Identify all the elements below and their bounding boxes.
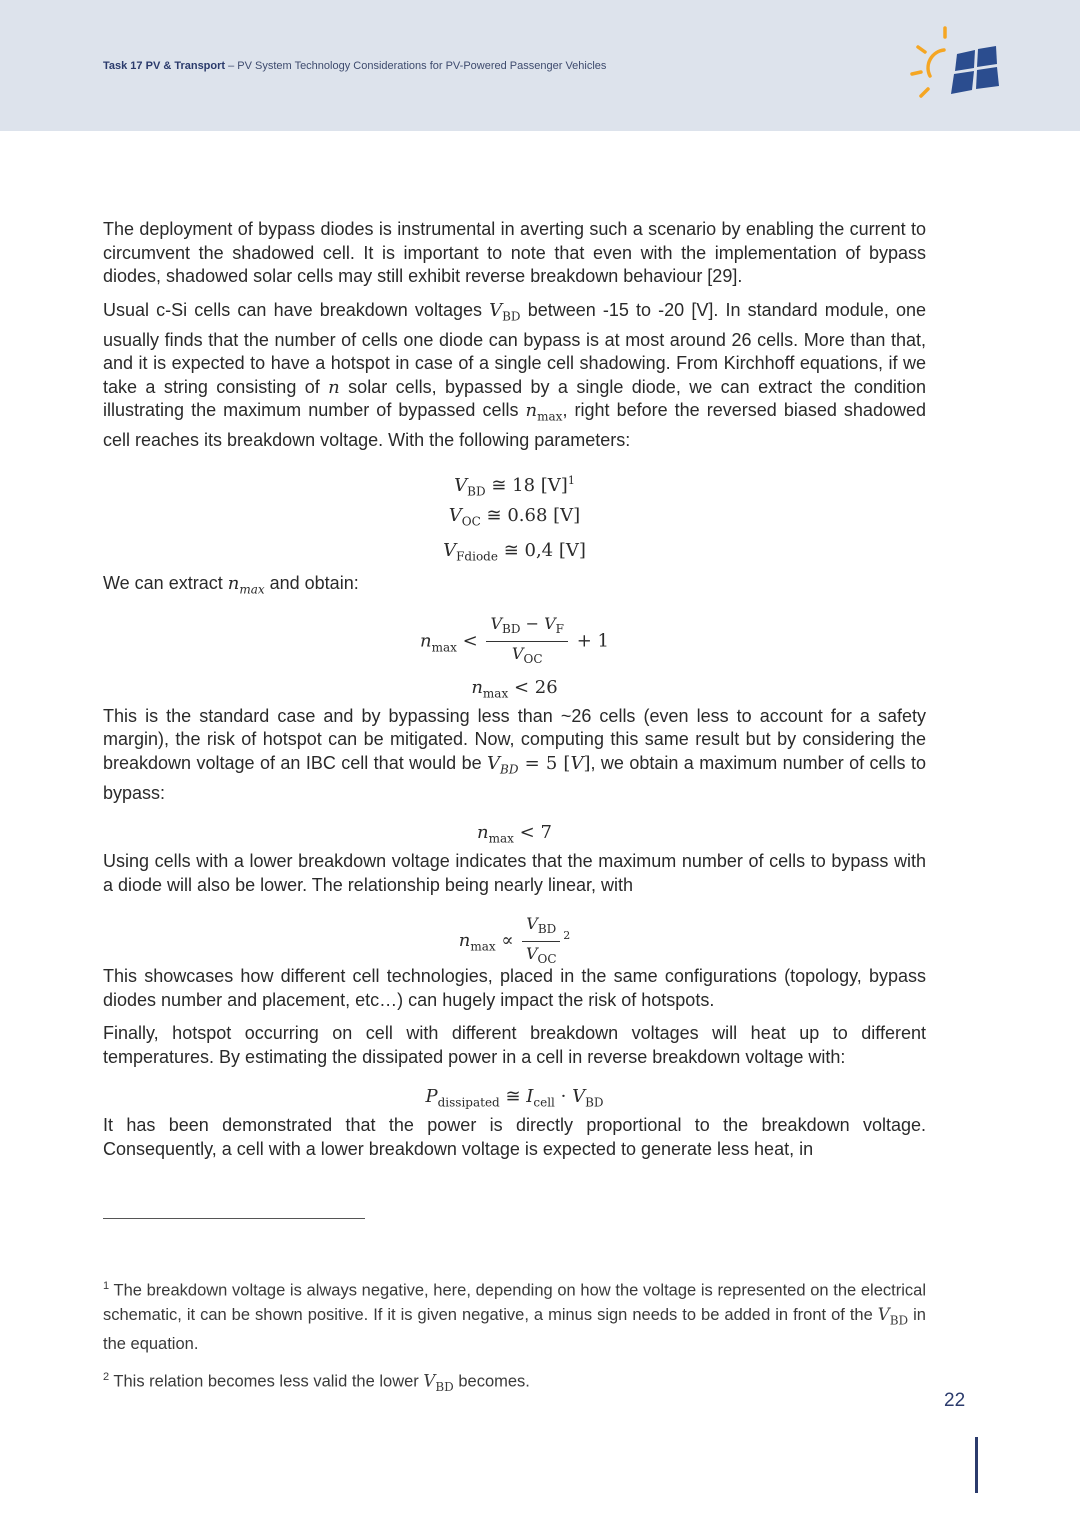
footnotes <box>103 1275 926 1410</box>
equation-dissipated-block <box>103 1079 926 1114</box>
equation-nmax-7-block <box>103 815 926 850</box>
paragraph-extract-nmax: We can extract $n_{max}$ and obtain: <box>103 572 359 597</box>
page-header <box>0 0 1080 131</box>
equation-nmax-7: $n_{max} < 7$ <box>477 822 552 846</box>
paragraph-demonstrated: It has been demonstrated that the power is directly proportional to the breakdown voltage. Consequently, a cell with a lower breakdown voltage is expected to generate less heat, in <box>103 1115 926 1159</box>
equation-voc: $V_{OC}$ ≅ 0.68 [V] <box>448 504 581 529</box>
equation-dissipated-power: $P_{dissipated}$ ≅ $I_{cell} \cdot V_{BD}$ <box>425 1086 604 1110</box>
header-title <box>103 60 606 72</box>
paragraph-breakdown-voltages: Usual c-Si cells can have breakdown voltages $V_{BD}$ between -15 to -20 [V]. In standard module, one usually finds that the number of cells one diode can bypass is at most around 26 cells. More than that, and it is expected to have a hotspot in case of a single cell shadowing. From Kirchhoff equations, if we take a string consisting of n solar cells, bypassed by a single diode, we can extract the condition illustrating the maximum number of bypassed cells $n_{max}$, right before the reversed biased shadowed cell reaches its breakdown voltage. With the following parameters: <box>103 299 927 451</box>
footnote-1: $^1$ The breakdown voltage is always negative, here, depending on how the voltage is represented on the electrical schematic, it can be shown positive. If it is given negative, a minus sign needs to be added in front of the $V_{BD}$ in the equation. <box>103 1280 926 1353</box>
paragraph-showcases: This showcases how different cell technologies, placed in the same configurations (topology, bypass diodes number and placement, etc…) can hugely impact the risk of hotspots. <box>103 966 926 1010</box>
footnote-ref-1: 1 <box>567 473 575 487</box>
page-number: 22 <box>944 1390 966 1411</box>
main-content <box>103 218 926 1171</box>
equation-nmax-fraction: $n_{max}$ < $\frac{V_{BD} - V_F}{V_{OC}}$ + 1 <box>420 613 609 667</box>
equation-nmax-26: $n_{max} < 26$ <box>471 676 558 701</box>
parameter-equations <box>103 463 926 568</box>
nmax-equations <box>103 612 926 705</box>
footnote-ref-2: 2 <box>563 929 571 943</box>
paragraph-standard-case: This is the standard case and by bypassing less than ~26 cells (even less to account for a safety margin), the risk of hotspot can be mitigated. Now, computing this same result but by considering the breakdown voltage of an IBC cell that would be $V_{BD} = 5$ [V], we obtain a maximum number of cells to bypass: <box>103 705 926 803</box>
equation-nmax-proportional: $n_{max}$ ∝ $\frac{V_{BD}}{V_{OC}}$ $^2$ <box>458 913 571 967</box>
equation-proportional-block <box>103 907 926 965</box>
sun-and-solar-panel-logo <box>908 24 1004 112</box>
footnote-2: $^2$ This relation becomes less valid the lower $V_{BD}$ becomes. <box>103 1371 530 1395</box>
paragraph-bypass-diodes: The deployment of bypass diodes is instrumental in averting such a scenario by enabling the current to circumvent the shadowed cell. It is important to note that even with the implementation of bypass diodes, shadowed solar cells may still exhibit reverse breakdown behaviour [29]. <box>103 219 926 286</box>
footnote-divider <box>103 1218 365 1219</box>
paragraph-finally: Finally, hotspot occurring on cell with different breakdown voltages will heat up to different temperatures. By estimating the dissipated power in a cell in reverse breakdown voltage with: <box>103 1023 926 1067</box>
equation-vbd: $V_{BD}$ ≅ 18 $[V]^1$ <box>454 473 575 499</box>
paragraph-lower-breakdown: Using cells with a lower breakdown voltage indicates that the maximum number of cells to bypass with a diode will also be lower. The relationship being nearly linear, with <box>103 851 926 895</box>
header-title-bold: Task 17 PV & Transport <box>103 60 226 72</box>
header-title-rest: – PV System Technology Considerations for PV-Powered Passenger Vehicles <box>225 60 607 72</box>
equation-vfdiode: $V_{Fdiode}$ ≅ 0,4 [V] <box>443 539 586 564</box>
page-number-bar <box>975 1437 978 1493</box>
